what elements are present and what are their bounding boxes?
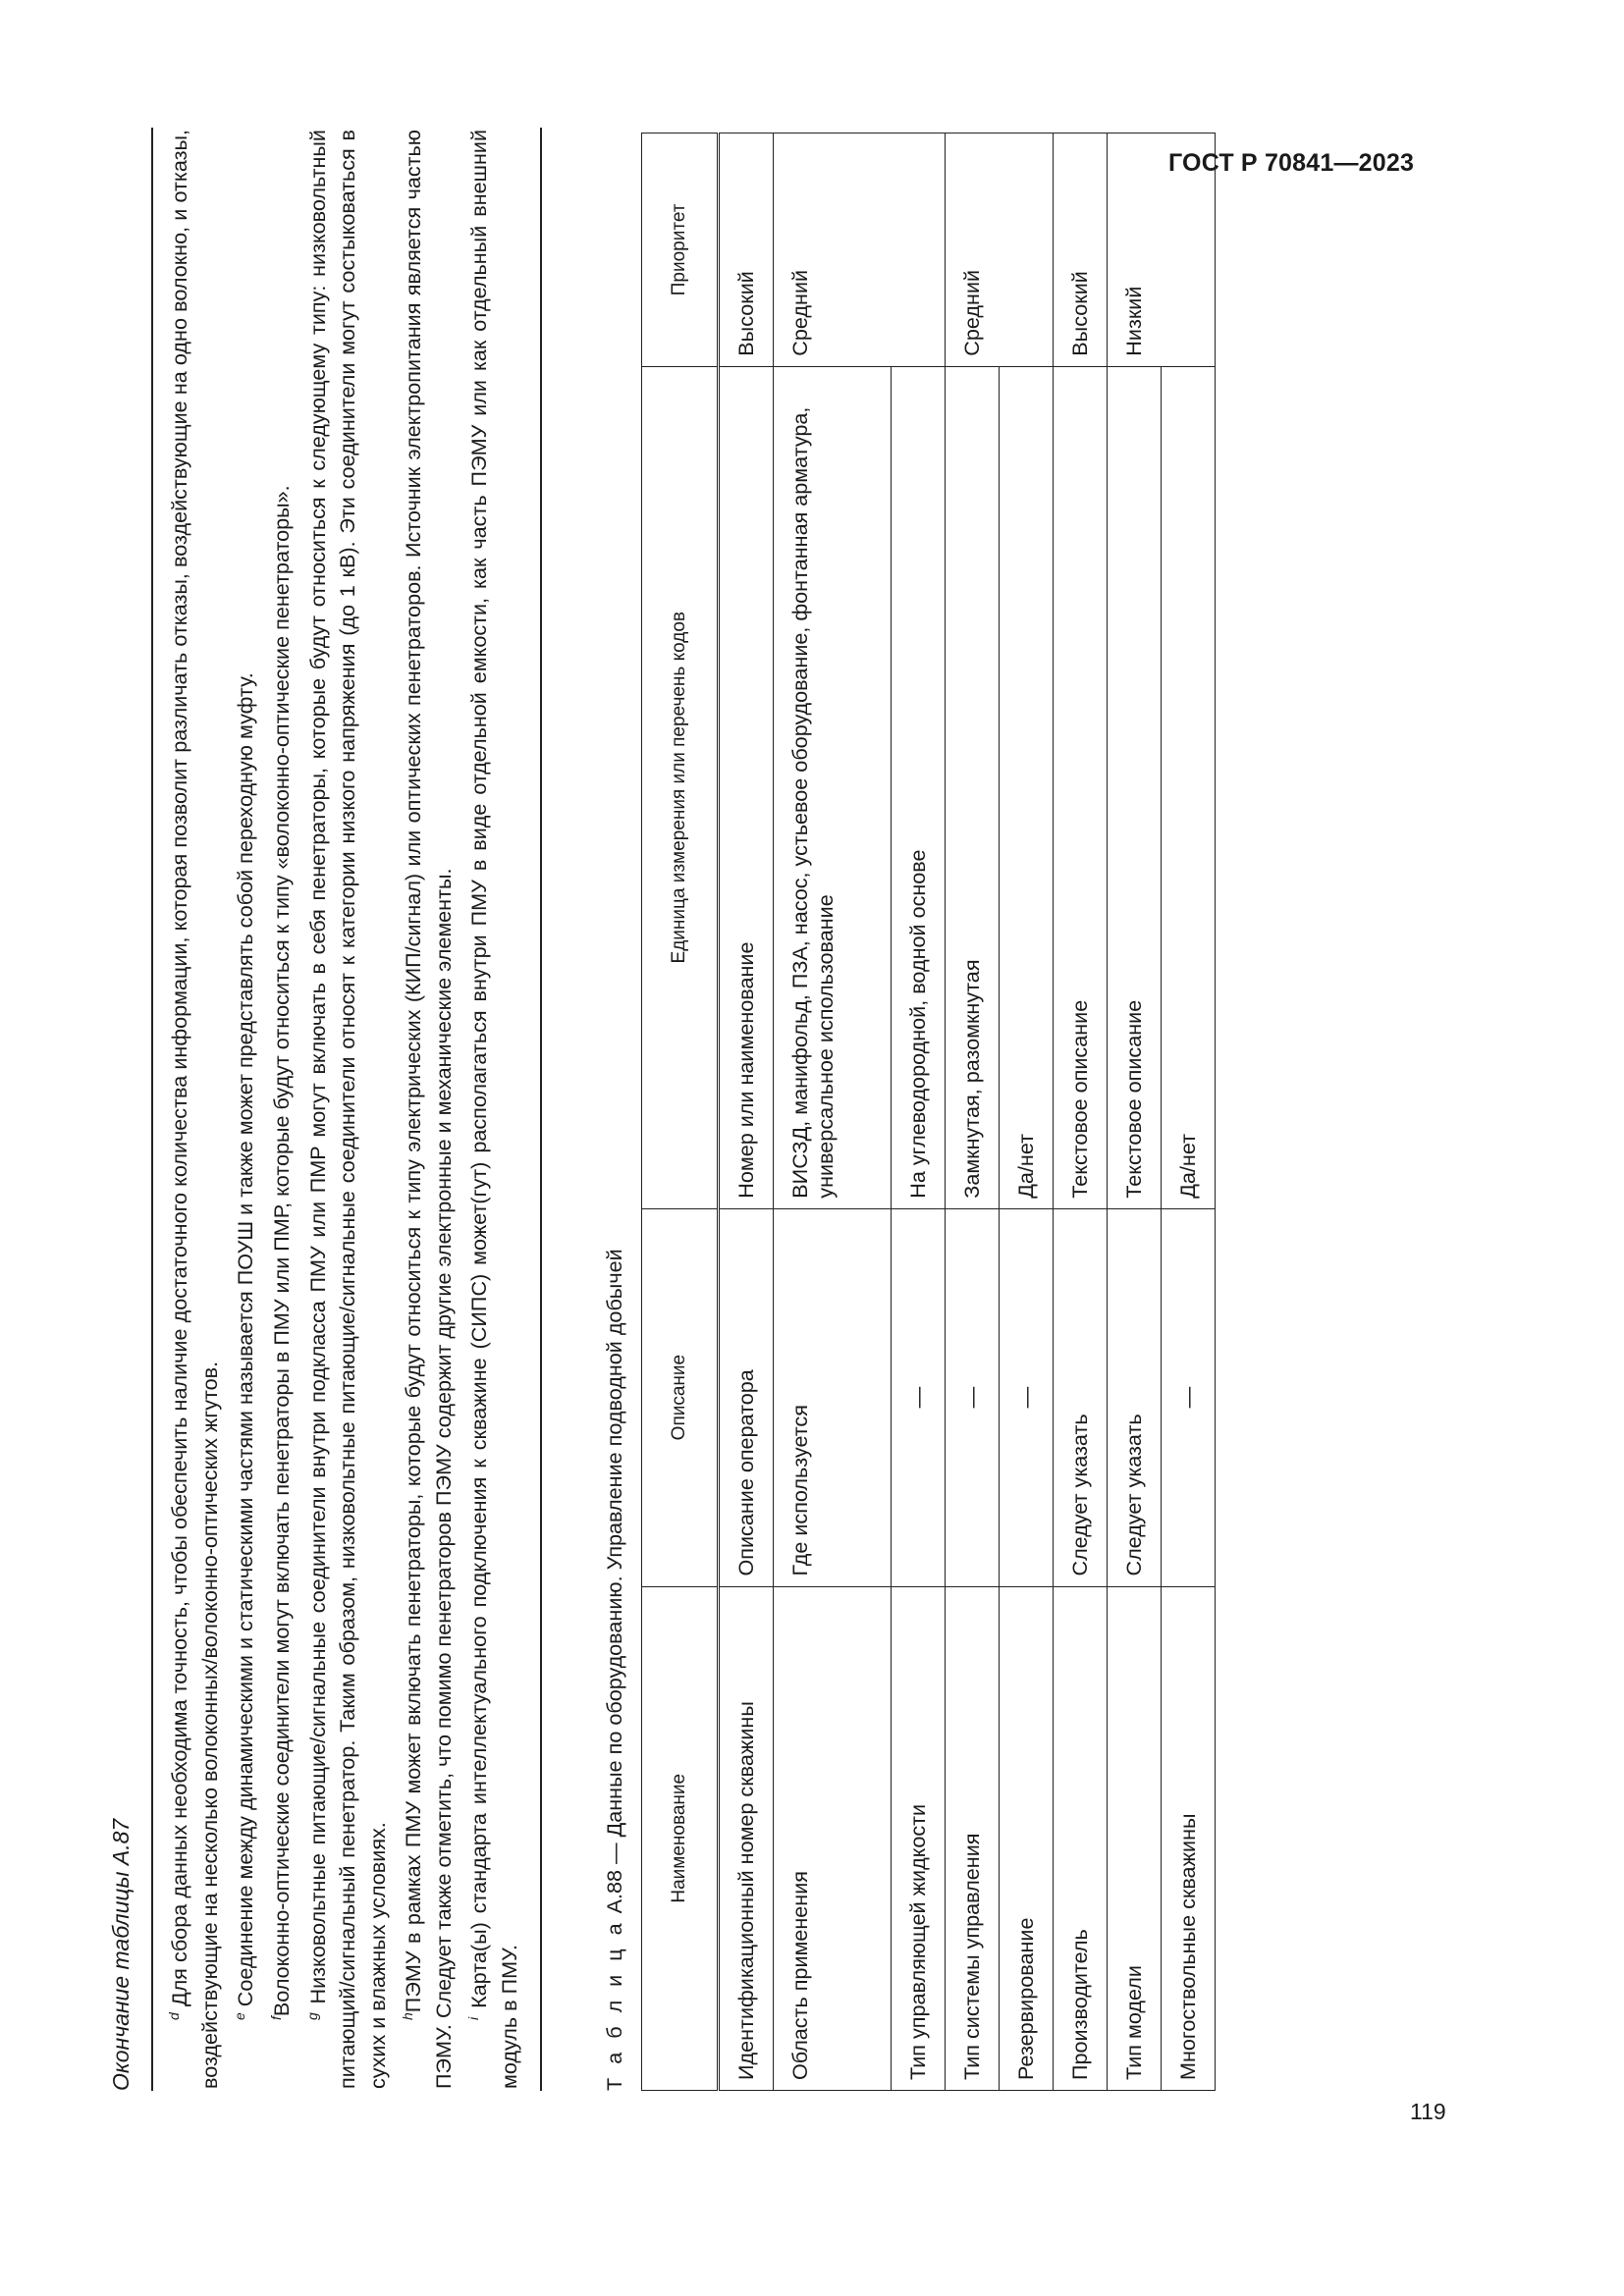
rotated-content xyxy=(108,128,1384,2091)
header-name: Наименование xyxy=(642,1586,719,2090)
header-priority: Приоритет xyxy=(642,133,719,367)
cell-description: Следует указать xyxy=(1054,1208,1108,1586)
table-row xyxy=(1108,133,1162,2091)
footnote xyxy=(298,128,394,2091)
footnote xyxy=(225,128,261,2091)
cell-name: Многоствольные скважины xyxy=(1162,1586,1216,2090)
footnotes-box xyxy=(151,128,542,2091)
table-row xyxy=(1162,133,1216,2091)
footnote-text: ПЭМУ в рамках ПМУ может включать пенетраторы, которые будут относиться к типу электрических (КИП/сигнал) или оптических пенетраторов. Источник электропитания является частью ПЭМУ. Следует также отметить, что помимо пенетраторов ПЭМУ содержит другие электронные и механические элементы. xyxy=(401,130,456,2089)
cell-unit: ВИСЗД, манифольд, ПЗА, насос, устьевое оборудование, фонтанная арматура, универсальное использование xyxy=(774,366,892,1208)
cell-priority: Средний xyxy=(774,133,946,367)
cell-name: Производитель xyxy=(1054,1586,1108,2090)
footnote-mark: h xyxy=(400,2012,416,2020)
cell-description: Следует указать xyxy=(1108,1208,1162,1586)
equipment-data-table xyxy=(641,133,1216,2091)
cell-unit: Замкнутая, разомкнутая xyxy=(946,366,1000,1208)
table-caption-text: А.88 — Данные по оборудованию. Управление подводной добычей xyxy=(602,1249,626,1914)
cell-description: Где используется xyxy=(774,1208,892,1586)
footnote-mark: i xyxy=(465,2016,482,2020)
cell-name: Область применения xyxy=(774,1586,892,2090)
cell-priority: Высокий xyxy=(1054,133,1108,367)
footnote xyxy=(393,128,459,2091)
footnote xyxy=(159,128,225,2091)
footnote-mark: e xyxy=(232,2012,248,2020)
cell-unit: Да/нет xyxy=(1162,366,1216,1208)
cell-name: Тип модели xyxy=(1108,1586,1162,2090)
table-row xyxy=(1000,133,1054,2091)
cell-name: Тип управляющей жидкости xyxy=(892,1586,946,2090)
footnote xyxy=(459,128,524,2091)
cell-name: Идентификационный номер скважины xyxy=(719,1586,774,2090)
table-row xyxy=(719,133,774,2091)
table-caption-prefix: Т а б л и ц а xyxy=(602,1919,626,2091)
cell-name: Резервирование xyxy=(1000,1586,1054,2090)
cell-description: — xyxy=(1000,1208,1054,1586)
table-row xyxy=(892,133,946,2091)
cell-unit: Номер или наименование xyxy=(719,366,774,1208)
header-description: Описание xyxy=(642,1208,719,1586)
header-unit: Единица измерения или перечень кодов xyxy=(642,366,719,1208)
table-row xyxy=(774,133,892,2091)
footnote-text: Для сбора данных необходима точность, чтобы обеспечить наличие достаточного количества информации, которая позволит различать отказы, воздействующие на одно волокно, и отказы, воздействующие на несколько волоконных/волоконно-оптических жгутов. xyxy=(167,129,222,2089)
cell-unit: Текстовое описание xyxy=(1054,366,1108,1208)
table-caption xyxy=(602,1249,627,2091)
page-number: 119 xyxy=(1410,2099,1446,2124)
cell-priority: Средний xyxy=(946,133,1054,367)
cell-priority: Высокий xyxy=(719,133,774,367)
footnote-text: Карта(ы) стандарта интеллектуального подключения к скважине (СИПС) может(гут) располагаться внутри ПМУ в виде отдельной емкости, как часть ПЭМУ или как отдельный внешний модуль в ПМУ. xyxy=(466,129,522,2089)
standard-header: ГОСТ Р 70841—2023 xyxy=(1168,149,1415,177)
footnote-text: Низковольтные питающие/сигнальные соединители внутри подкласса ПМУ или ПМР могут включать в себя пенетраторы, которые будут относиться к следующему типу: низковольтный питающий/сигнальный пенетратор. Таким образом, низковольтные питающие/сигнальные соединители относят к категории низкого напряжения (до 1 кВ). Эти соединители могут состыковаться в сухих и влажных условиях. xyxy=(304,130,390,2089)
footnote-text: Волоконно-оптические соединители могут включать пенетраторы в ПМУ или ПМР, которые будут относиться к типу «волоконно-оптические пенетраторы». xyxy=(269,485,295,2017)
cell-description: — xyxy=(892,1208,946,1586)
table-header-row xyxy=(642,133,719,2091)
footnote xyxy=(261,128,298,2091)
footnote-mark: g xyxy=(303,2012,320,2020)
continuation-title: Окончание таблицы А.87 xyxy=(108,1818,134,2091)
cell-priority: Низкий xyxy=(1108,133,1216,367)
table-row xyxy=(1054,133,1108,2091)
footnote-mark: f xyxy=(267,2016,284,2020)
cell-unit: Да/нет xyxy=(1000,366,1054,1208)
cell-description: Описание оператора xyxy=(719,1208,774,1586)
table-row xyxy=(946,133,1000,2091)
cell-unit: Текстовое описание xyxy=(1108,366,1162,1208)
cell-description: — xyxy=(1162,1208,1216,1586)
cell-description: — xyxy=(946,1208,1000,1586)
footnote-mark: d xyxy=(166,2012,182,2020)
footnote-text: Соединение между динамическими и статическими частями называется ПОУШ и также может представлять собой переходную муфту. xyxy=(233,672,258,2007)
cell-unit: На углеводородной, водной основе xyxy=(892,366,946,1208)
cell-name: Тип системы управления xyxy=(946,1586,1000,2090)
